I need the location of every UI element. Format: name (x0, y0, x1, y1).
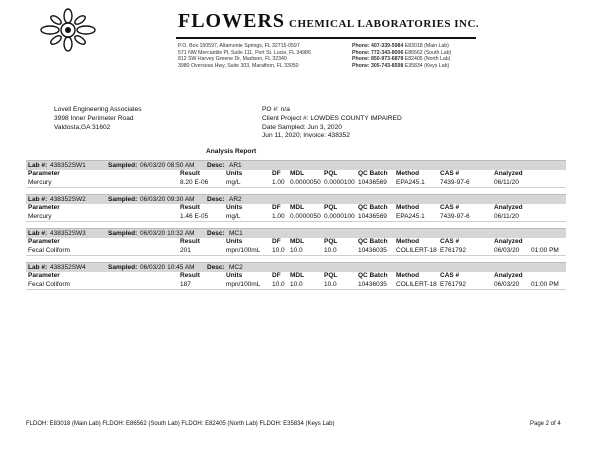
result-cell: E761792 (440, 280, 467, 288)
result-cell: 0.0000100 (324, 178, 355, 186)
column-header-row (26, 238, 566, 247)
result-cell: 06/11/20 (494, 212, 519, 220)
column-header: Units (226, 272, 243, 279)
result-cell: 10.0 (290, 280, 303, 288)
lab-number: 438352SW4 (50, 264, 86, 271)
flower-logo-icon (28, 8, 108, 52)
desc-value: MC1 (229, 230, 243, 237)
column-header: QC Batch (358, 204, 388, 211)
column-header: DF (272, 238, 281, 245)
column-header: MDL (290, 272, 305, 279)
phone-line: Phone: 850-973-6878 E82405 (North Lab) (352, 56, 451, 63)
result-cell: EPA245.1 (396, 212, 425, 220)
client-project: Client Project #: LOWDES COUNTY IMPAIRED (262, 114, 402, 122)
column-header: Method (396, 272, 420, 279)
client-address (54, 106, 142, 132)
header-rule (176, 37, 476, 39)
column-header: MDL (290, 238, 305, 245)
result-cell: Fecal Coliform (28, 280, 70, 288)
result-cell: 10436569 (358, 178, 387, 186)
lab-label: Lab #: (28, 230, 48, 237)
row-divider (26, 221, 566, 222)
column-header: Result (180, 272, 200, 279)
result-cell: 10.0 (272, 246, 285, 254)
sample-header-bar (26, 160, 566, 170)
column-header: PQL (324, 272, 338, 279)
desc-label: Desc: (207, 230, 225, 237)
sample-header-bar (26, 262, 566, 272)
column-header: Method (396, 204, 420, 211)
desc-label: Desc: (207, 264, 225, 271)
column-header: MDL (290, 170, 305, 177)
column-header: Analyzed (494, 170, 523, 177)
result-cell: 10436035 (358, 246, 387, 254)
column-header: Parameter (28, 170, 60, 177)
invoice-line: Jun 11, 2020; Invoice: 438352 (262, 132, 350, 140)
sampled-datetime: 06/03/20 09:30 AM (140, 196, 195, 203)
column-header: Analyzed (494, 272, 523, 279)
column-header: CAS # (440, 204, 460, 211)
column-header: Result (180, 238, 200, 245)
result-cell: 10.0 (324, 280, 337, 288)
result-cell: 0.0000050 (290, 212, 321, 220)
column-header: Analyzed (494, 204, 523, 211)
date-sampled: Date Sampled: Jun 3, 2020 (262, 123, 342, 131)
column-header: DF (272, 204, 281, 211)
column-header: Units (226, 238, 243, 245)
result-cell: COLILERT-18 (396, 246, 437, 254)
result-cell: 10436035 (358, 280, 387, 288)
column-header-row (26, 204, 566, 213)
column-header: CAS # (440, 272, 460, 279)
sampled-label: Sampled: (108, 264, 138, 271)
desc-label: Desc: (207, 196, 225, 203)
address-line: 812 SW Harvey Greene Dr, Madison, FL 32340 (178, 56, 287, 63)
lab-number: 438352SW2 (50, 196, 86, 203)
result-cell: Mercury (28, 178, 52, 186)
column-header: Result (180, 204, 200, 211)
column-header: QC Batch (358, 170, 388, 177)
sampled-label: Sampled: (108, 196, 138, 203)
phone-line: Phone: 305-743-8598 E35834 (Keys Lab) (352, 62, 450, 69)
result-cell: mpn/100mL (226, 246, 261, 254)
page-number: Page 2 of 4 (530, 421, 561, 427)
result-cell: 0.0000100 (324, 212, 355, 220)
lab-number: 438352SW3 (50, 230, 86, 237)
result-cell: 06/03/20 (494, 246, 520, 254)
column-header-row (26, 272, 566, 281)
address-line: P.O. Box 150597, Altamonte Springs, FL 32715-0597 (178, 43, 300, 49)
company-name (178, 10, 479, 33)
sample-block (26, 262, 566, 290)
result-cell: 1.46 E-05 (180, 212, 209, 220)
result-row (26, 213, 566, 222)
po-info (262, 106, 402, 141)
column-header: QC Batch (358, 238, 388, 245)
result-cell: E761792 (440, 246, 467, 254)
sample-block (26, 160, 566, 188)
sample-block (26, 228, 566, 256)
result-cell: 8.20 E-06 (180, 178, 209, 186)
company-name-small: CHEMICAL LABORATORIES INC. (289, 18, 480, 30)
sample-header-bar (26, 194, 566, 204)
lab-phones (352, 43, 451, 69)
result-cell: 10.0 (272, 280, 285, 288)
phone-line: Phone: 772-343-8006 E86562 (South Lab) (352, 49, 452, 56)
column-header: DF (272, 170, 281, 177)
sampled-datetime: 06/03/20 10:32 AM (140, 230, 195, 237)
desc-value: MC2 (229, 264, 243, 271)
sampled-label: Sampled: (108, 162, 138, 169)
sampled-label: Sampled: (108, 230, 138, 237)
po-number: PO #: n/a (262, 106, 290, 113)
result-cell: 10436569 (358, 212, 387, 220)
column-header: MDL (290, 204, 305, 211)
result-cell: 1.00 (272, 212, 285, 220)
result-row (26, 179, 566, 188)
column-header: Method (396, 170, 420, 177)
result-cell: 06/03/20 (494, 280, 520, 288)
result-cell: 1.00 (272, 178, 285, 186)
column-header: PQL (324, 170, 338, 177)
address-line: 3980 Overseas Hwy, Suite 303, Marathon, FL 33050 (178, 62, 299, 69)
column-header: Parameter (28, 272, 60, 279)
address-line: 571 NW Mercantile Pl, Suite 111, Port St. Lucie, FL 34986 (178, 49, 311, 56)
lab-number: 438352SW1 (50, 162, 86, 169)
phone-line: Phone: 407-339-5984 E83018 (Main Lab) (352, 43, 449, 49)
sample-block (26, 194, 566, 222)
desc-value: AR2 (229, 196, 242, 203)
row-divider (26, 255, 566, 256)
lab-label: Lab #: (28, 162, 48, 169)
column-header: CAS # (440, 170, 460, 177)
column-header: Parameter (28, 204, 60, 211)
client-name: Lovell Engineering Associates (54, 106, 142, 113)
result-cell: 01:00 PM (531, 280, 559, 288)
footer-labs: FLDOH: E83018 (Main Lab) FLDOH: E86562 (South Lab) FLDOH: E82405 (North Lab) FLDOH: E35834 (Keys Lab) (26, 421, 335, 427)
result-cell: Fecal Coliform (28, 246, 70, 254)
result-cell: 7439-97-6 (440, 212, 470, 220)
sample-header-bar (26, 228, 566, 238)
result-row (26, 281, 566, 290)
result-cell: Mercury (28, 212, 52, 220)
column-header: Units (226, 170, 243, 177)
column-header: Result (180, 170, 200, 177)
sampled-datetime: 06/03/20 10:45 AM (140, 264, 195, 271)
lab-addresses (178, 43, 311, 69)
column-header: Parameter (28, 238, 60, 245)
report-title: Analysis Report (206, 148, 257, 155)
result-cell: 10.0 (290, 246, 303, 254)
column-header: PQL (324, 204, 338, 211)
desc-value: AR1 (229, 162, 242, 169)
column-header: QC Batch (358, 272, 388, 279)
column-header: Analyzed (494, 238, 523, 245)
result-cell: mg/L (226, 212, 241, 220)
lab-label: Lab #: (28, 196, 48, 203)
result-cell: EPA245.1 (396, 178, 425, 186)
result-cell: 06/11/20 (494, 178, 519, 186)
column-header: DF (272, 272, 281, 279)
result-cell: COLILERT-18 (396, 280, 437, 288)
result-row (26, 247, 566, 256)
result-cell: 10.0 (324, 246, 337, 254)
result-cell: mg/L (226, 178, 241, 186)
client-address-line1: 3998 Inner Perimeter Road (54, 114, 134, 122)
result-cell: mpn/100mL (226, 280, 261, 288)
lab-label: Lab #: (28, 264, 48, 271)
result-cell: 0.0000050 (290, 178, 321, 186)
column-header: PQL (324, 238, 338, 245)
company-name-big: FLOWERS (178, 10, 286, 32)
desc-label: Desc: (207, 162, 225, 169)
column-header-row (26, 170, 566, 179)
result-cell: 187 (180, 280, 191, 288)
column-header: CAS # (440, 238, 460, 245)
row-divider (26, 187, 566, 188)
result-cell: 01:00 PM (531, 246, 559, 254)
column-header: Method (396, 238, 420, 245)
column-header: Units (226, 204, 243, 211)
result-cell: 201 (180, 246, 191, 254)
row-divider (26, 289, 566, 290)
result-cell: 7439-97-6 (440, 178, 470, 186)
client-address-line2: Valdosta,GA 31602 (54, 123, 111, 131)
sampled-datetime: 06/03/20 08:50 AM (140, 162, 195, 169)
